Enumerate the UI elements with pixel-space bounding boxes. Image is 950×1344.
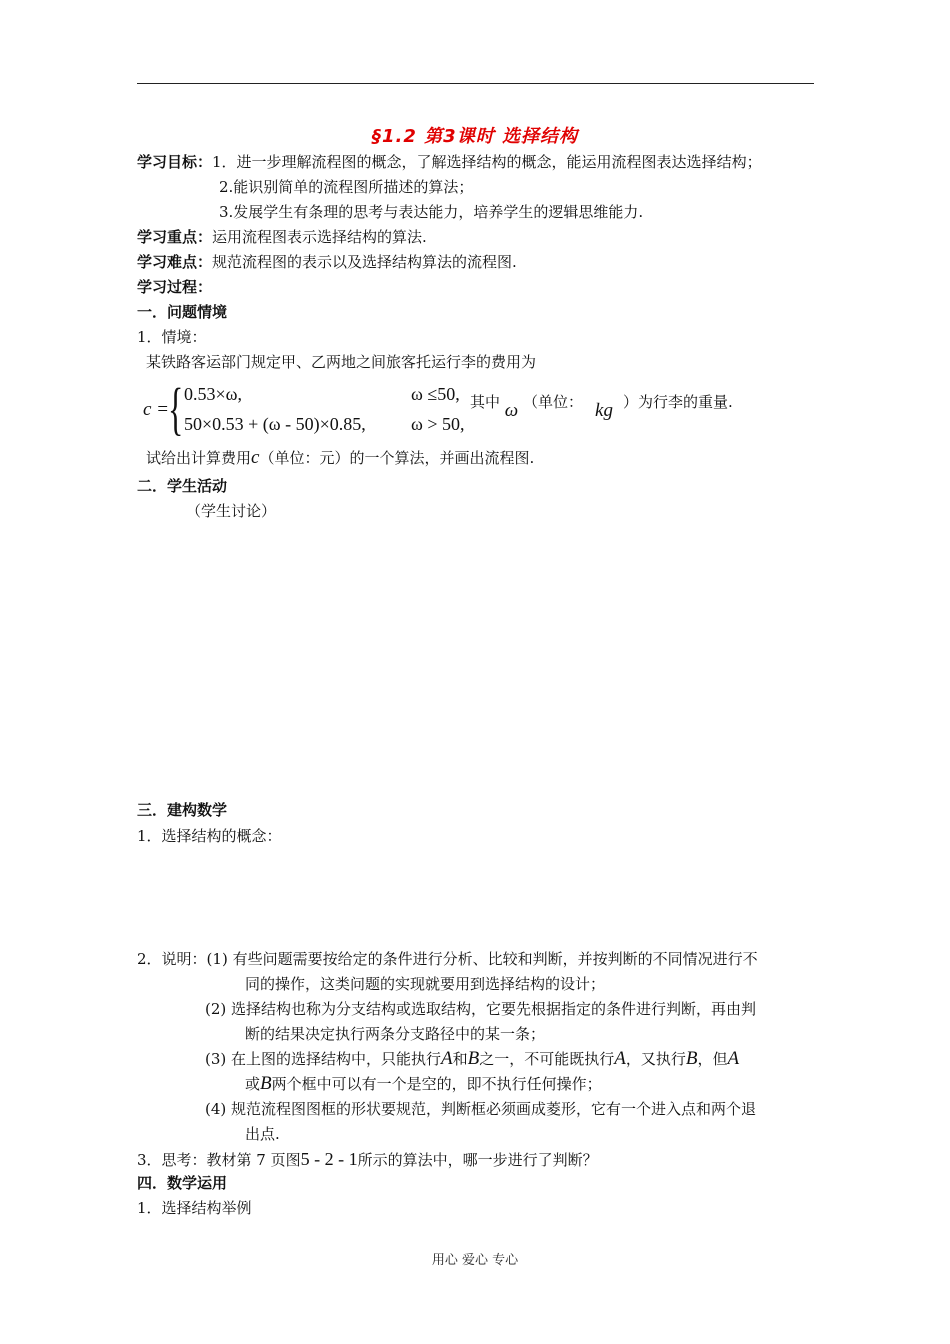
section1-heading: 一．问题情境 bbox=[137, 303, 228, 321]
focus-text: 运用流程图表示选择结构的算法. bbox=[212, 228, 427, 246]
focus-label: 学习重点： bbox=[137, 228, 213, 246]
formula-case2-expr: 50×0.53 + (ω - 50)×0.85, bbox=[184, 414, 366, 434]
section4-item1: 1．选择结构举例 bbox=[137, 1199, 252, 1217]
section1-task: 试给出计算费用c（单位：元）的一个算法，并画出流程图. bbox=[146, 447, 535, 468]
section2-note: （学生讨论） bbox=[186, 502, 277, 520]
note-1b: 同的操作，这类问题的实现就要用到选择结构的设计； bbox=[245, 975, 606, 993]
note-1a: 2．说明：(1) 有些问题需要按给定的条件进行分析、比较和判断，并按判断的不同情况进行不 bbox=[137, 950, 758, 968]
note-4b: 出点. bbox=[245, 1125, 280, 1143]
goal-item-3: 3.发展学生有条理的思考与表达能力，培养学生的逻辑思维能力. bbox=[219, 203, 644, 221]
note-2b: 断的结果决定执行两条分支路径中的某一条； bbox=[245, 1025, 546, 1043]
section3-item1: 1．选择结构的概念： bbox=[137, 827, 282, 845]
note-2a: (2) 选择结构也称为分支结构或选取结构，它要先根据指定的条件进行判断，再由判 bbox=[205, 1000, 757, 1018]
formula-case2-cond: ω > 50, bbox=[411, 414, 465, 434]
goal-item-2: 2.能识别简单的流程图所描述的算法； bbox=[219, 178, 474, 196]
difficulty-label: 学习难点： bbox=[137, 253, 213, 271]
page-footer: 用心 爱心 专心 bbox=[431, 1253, 519, 1268]
process-label: 学习过程： bbox=[137, 278, 213, 296]
goal-item-1: 1．进一步理解流程图的概念，了解选择结构的概念，能运用流程图表达选择结构； bbox=[212, 153, 762, 171]
formula-case1-cond: ω ≤50, bbox=[411, 384, 460, 404]
section2-heading: 二．学生活动 bbox=[137, 477, 228, 495]
goals-label: 学习目标： bbox=[137, 153, 213, 171]
difficulty-line bbox=[137, 252, 517, 272]
formula-lhs: c = bbox=[143, 399, 170, 420]
formula-tail: 其中 ω （单位： kg ）为行李的重量. bbox=[470, 393, 733, 421]
page-title: §1.2 第3课时 选择结构 bbox=[372, 126, 578, 147]
header-rule bbox=[137, 83, 814, 84]
difficulty-text: 规范流程图的表示以及选择结构算法的流程图. bbox=[212, 253, 517, 271]
note-3a: (3) 在上图的选择结构中，只能执行A和B之一，不可能既执行A，又执行B，但A bbox=[205, 1048, 740, 1069]
note-4a: (4) 规范流程图图框的形状要规范，判断框必须画成菱形，它有一个进入点和两个退 bbox=[205, 1100, 757, 1118]
section3-item3: 3．思考：教材第 7 页图5 - 2 - 1所示的算法中，哪一步进行了判断？ bbox=[137, 1149, 598, 1169]
focus-line bbox=[137, 227, 427, 247]
goals-line-1 bbox=[137, 152, 762, 172]
section3-heading: 三．建构数学 bbox=[137, 801, 228, 819]
formula-case1-expr: 0.53×ω, bbox=[184, 384, 242, 404]
section1-item1: 1．情境： bbox=[137, 328, 207, 346]
note-3b: 或B两个框中可以有一个是空的，即不执行任何操作； bbox=[245, 1073, 602, 1094]
section1-paragraph: 某铁路客运部门规定甲、乙两地之间旅客托运行李的费用为 bbox=[146, 353, 537, 371]
formula-brace: { bbox=[168, 376, 184, 441]
section4-heading: 四．数学运用 bbox=[137, 1174, 228, 1192]
